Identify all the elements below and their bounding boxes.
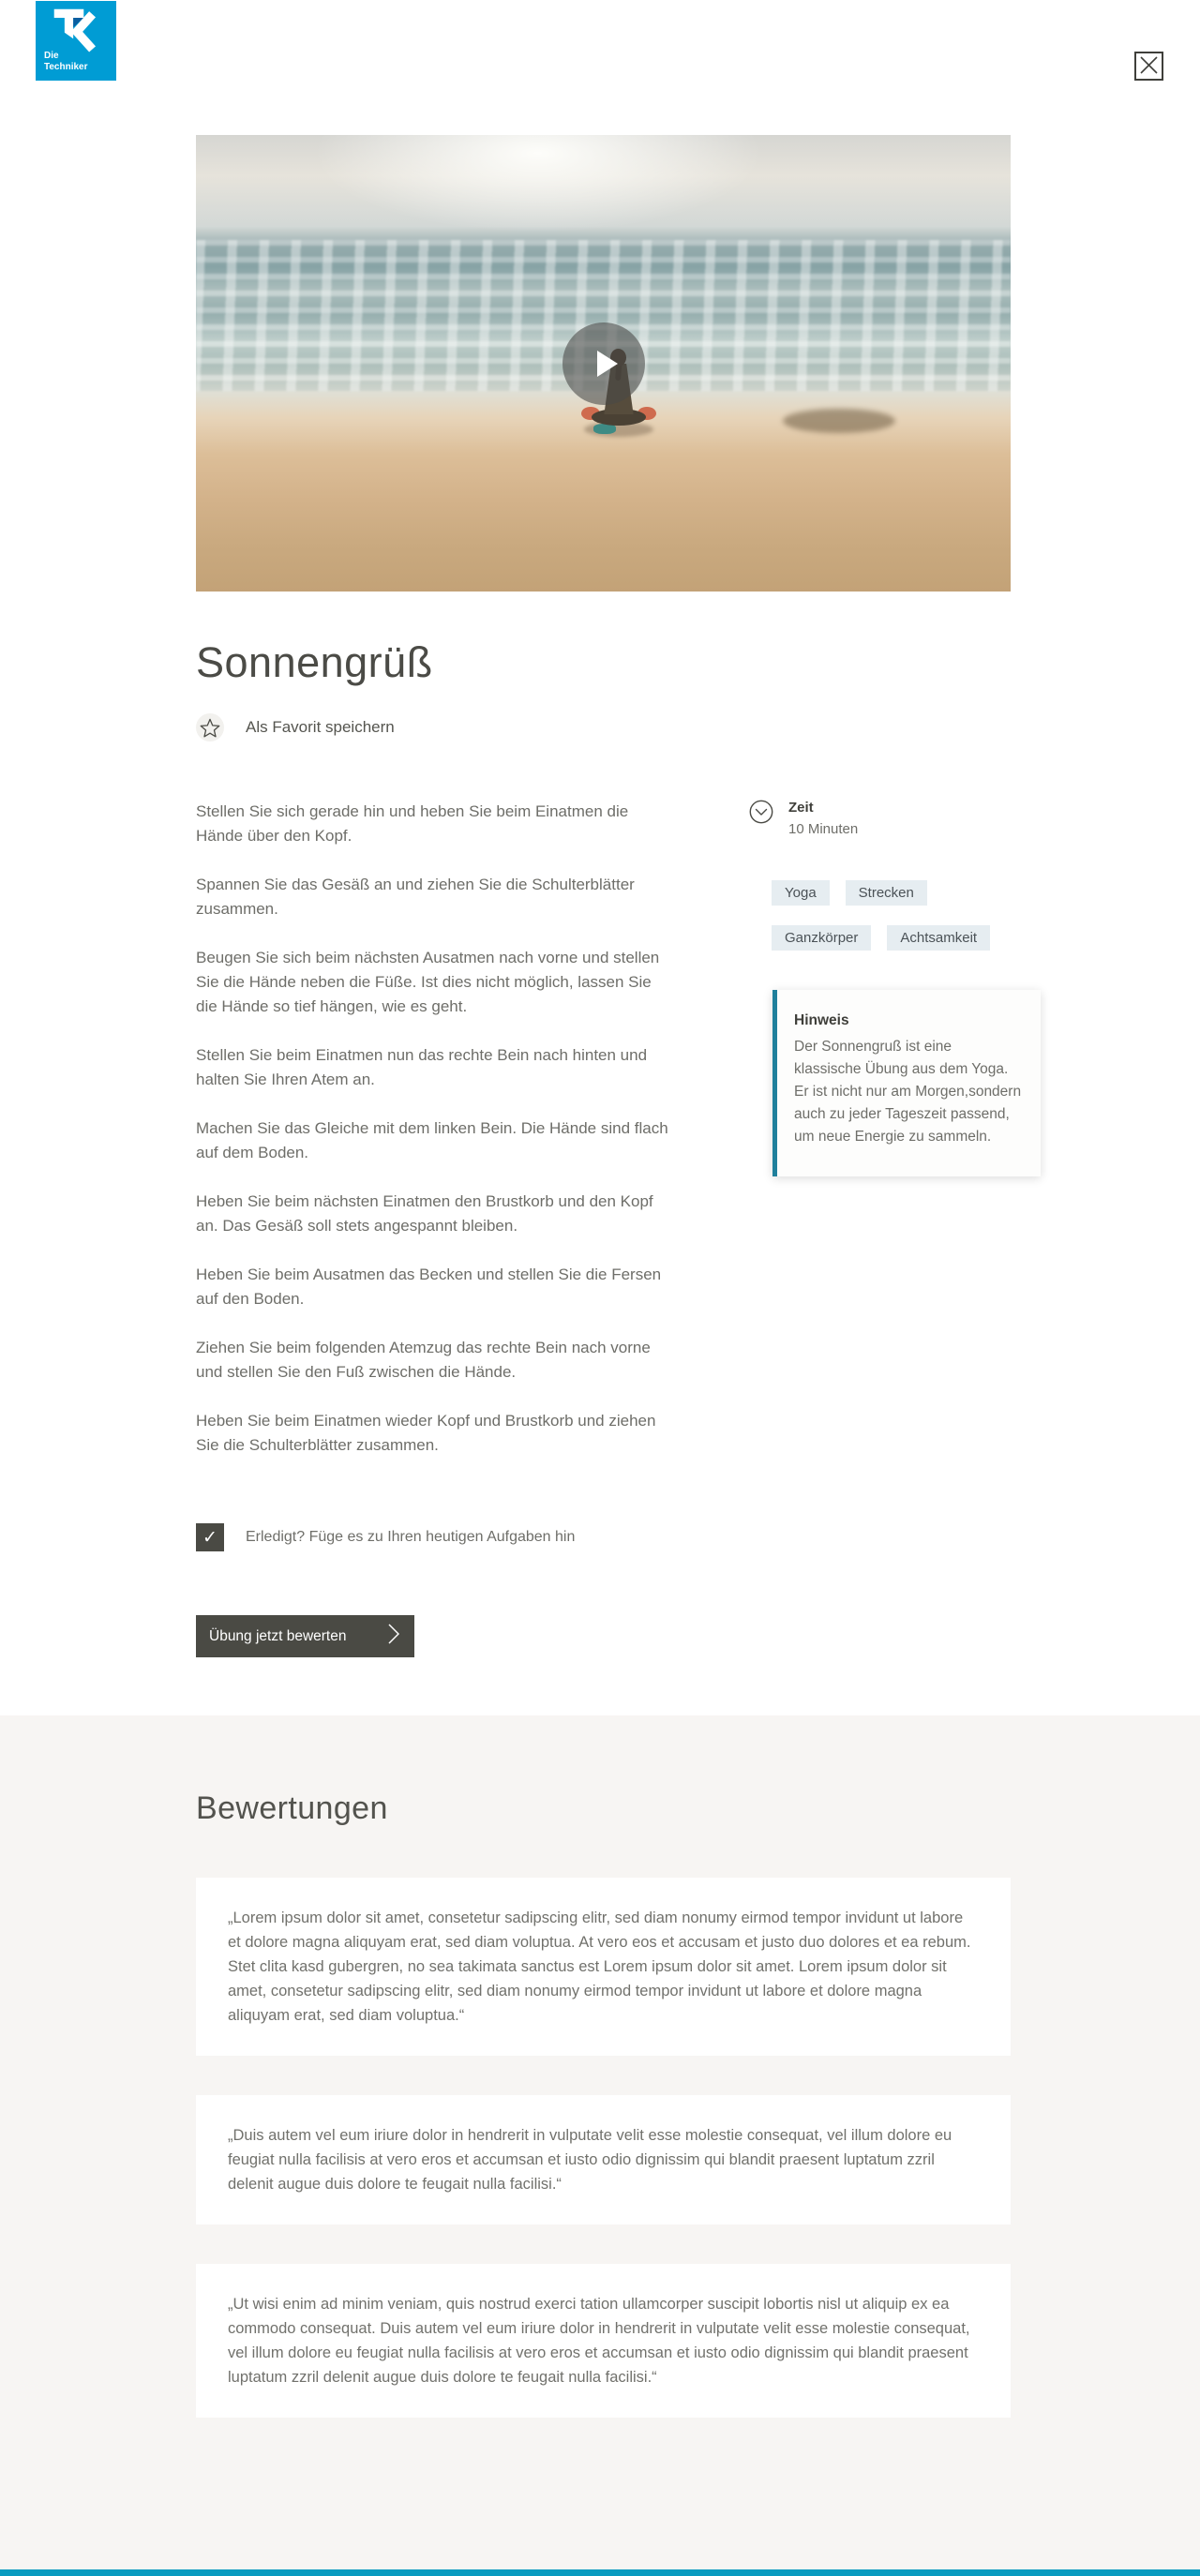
rate-button[interactable] bbox=[196, 1615, 414, 1657]
reviews-heading: Bewertungen bbox=[196, 1790, 388, 1826]
instruction-paragraph: Spannen Sie das Gesäß an und ziehen Sie die Schulterblätter zusammen. bbox=[196, 876, 635, 918]
star-icon bbox=[196, 713, 224, 741]
note-title: Hinweis bbox=[794, 1012, 849, 1028]
note-card bbox=[772, 990, 1041, 1176]
page-title: Sonnengrüß bbox=[196, 638, 433, 686]
instruction-paragraph: Heben Sie beim Ausatmen das Becken und stellen Sie die Fersen auf den Boden. bbox=[196, 1266, 662, 1308]
instruction-paragraph: Ziehen Sie beim folgenden Atemzug das rechte Bein nach vorne und stellen Sie den Fuß zwischen die Hände. bbox=[196, 1339, 651, 1381]
rate-button-label: Übung jetzt bewerten bbox=[209, 1627, 347, 1644]
duration-info bbox=[742, 800, 1011, 837]
clock-icon bbox=[749, 800, 773, 837]
tk-logo-text: Die Techniker bbox=[44, 51, 88, 72]
review-text: „Duis autem vel eum iriure dolor in hendrerit in vulputate velit esse molestie consequat, vel illum dolore eu feugiat nulla facilisis at vero eros et accumsan et iusto odio dignissim qui blandit praesent luptatum zzril delenit augue duis dolore te feugait nulla facilisi.“ bbox=[228, 2127, 952, 2193]
note-text: Der Sonnengruß ist eine klassische Übung aus dem Yoga. Er ist nicht nur am Morgen,sondern auch zu jeder Tageszeit passend, um neue Energie zu sammeln. bbox=[794, 1039, 1022, 1145]
review-card bbox=[196, 2095, 1011, 2224]
tag-strecken: Strecken bbox=[846, 880, 927, 906]
close-button[interactable] bbox=[1134, 52, 1163, 81]
done-label: Erledigt? Füge es zu Ihren heutigen Aufgaben hin bbox=[246, 1529, 576, 1545]
instruction-paragraph: Heben Sie beim Einatmen wieder Kopf und Brustkorb und ziehen Sie die Schulterblätter zusammen. bbox=[196, 1412, 656, 1454]
instruction-paragraph: Machen Sie das Gleiche mit dem linken Bein. Die Hände sind flach auf dem Boden. bbox=[196, 1119, 668, 1161]
exercise-video-thumbnail[interactable] bbox=[196, 135, 1011, 592]
play-button[interactable] bbox=[562, 322, 645, 405]
time-label: Zeit bbox=[788, 800, 814, 816]
tk-logo[interactable] bbox=[36, 1, 116, 81]
content-columns bbox=[196, 800, 1022, 1482]
play-icon bbox=[597, 351, 618, 377]
instruction-paragraph: Stellen Sie sich gerade hin und heben Sie beim Einatmen die Hände über den Kopf. bbox=[196, 802, 629, 845]
main-content bbox=[196, 135, 1022, 1715]
chevron-right-icon bbox=[388, 1624, 399, 1649]
done-checkbox[interactable]: ✓ bbox=[196, 1523, 224, 1551]
instruction-paragraph: Beugen Sie sich beim nächsten Ausatmen nach vorne und stellen Sie die Hände neben die Füße. Ist dies nicht möglich, lassen Sie die Hände so tief hängen, wie es geht. bbox=[196, 949, 660, 1015]
tag-list bbox=[772, 880, 1015, 951]
instruction-paragraph: Heben Sie beim nächsten Einatmen den Brustkorb und den Kopf an. Das Gesäß soll stets angespannt bleiben. bbox=[196, 1192, 653, 1235]
instructions bbox=[196, 800, 669, 1482]
tag-achtsamkeit: Achtsamkeit bbox=[887, 925, 990, 951]
seaweed bbox=[783, 409, 895, 433]
review-card bbox=[196, 1878, 1011, 2056]
review-card bbox=[196, 2264, 1011, 2418]
review-text: „Ut wisi enim ad minim veniam, quis nostrud exerci tation ullamcorper suscipit lobortis nisl ut aliquip ex ea commodo consequat. Duis autem vel eum iriure dolor in hendrerit in vulputate velit esse molestie consequat, vel illum dolore eu feugiat nulla facilisis at vero eros et accumsan et iusto odio dignissim qui blandit praesent luptatum zzril delenit augue duis dolore te feugait nulla facilisi.“ bbox=[228, 2296, 970, 2386]
tag-ganzkoerper: Ganzkörper bbox=[772, 925, 871, 951]
reviews-section bbox=[0, 1715, 1200, 2569]
close-icon bbox=[1140, 56, 1158, 77]
review-text: „Lorem ipsum dolor sit amet, consetetur sadipscing elitr, sed diam nonumy eirmod tempor invidunt ut labore et dolore magna aliquyam erat, sed diam voluptua. At vero eos et accusam et justo duo dolores et ea rebum. Stet clita kasd gubergren, no sea takimata sanctus est Lorem ipsum dolor sit amet. Lorem ipsum dolor sit amet, consetetur sadipscing elitr, sed diam nonumy eirmod tempor invidunt ut labore et dolore magna aliquyam erat, sed diam voluptua.“ bbox=[228, 1910, 971, 2024]
favorite-button[interactable] bbox=[196, 713, 1011, 741]
header bbox=[0, 0, 1200, 135]
details-sidebar bbox=[742, 800, 1022, 1482]
time-value: 10 Minuten bbox=[788, 821, 859, 837]
bottom-accent-bar bbox=[0, 2569, 1200, 2576]
done-row bbox=[196, 1523, 1011, 1551]
favorite-label: Als Favorit speichern bbox=[246, 718, 395, 736]
instruction-paragraph: Stellen Sie beim Einatmen nun das rechte Bein nach hinten und halten Sie Ihren Atem an. bbox=[196, 1046, 648, 1088]
tag-yoga: Yoga bbox=[772, 880, 830, 906]
